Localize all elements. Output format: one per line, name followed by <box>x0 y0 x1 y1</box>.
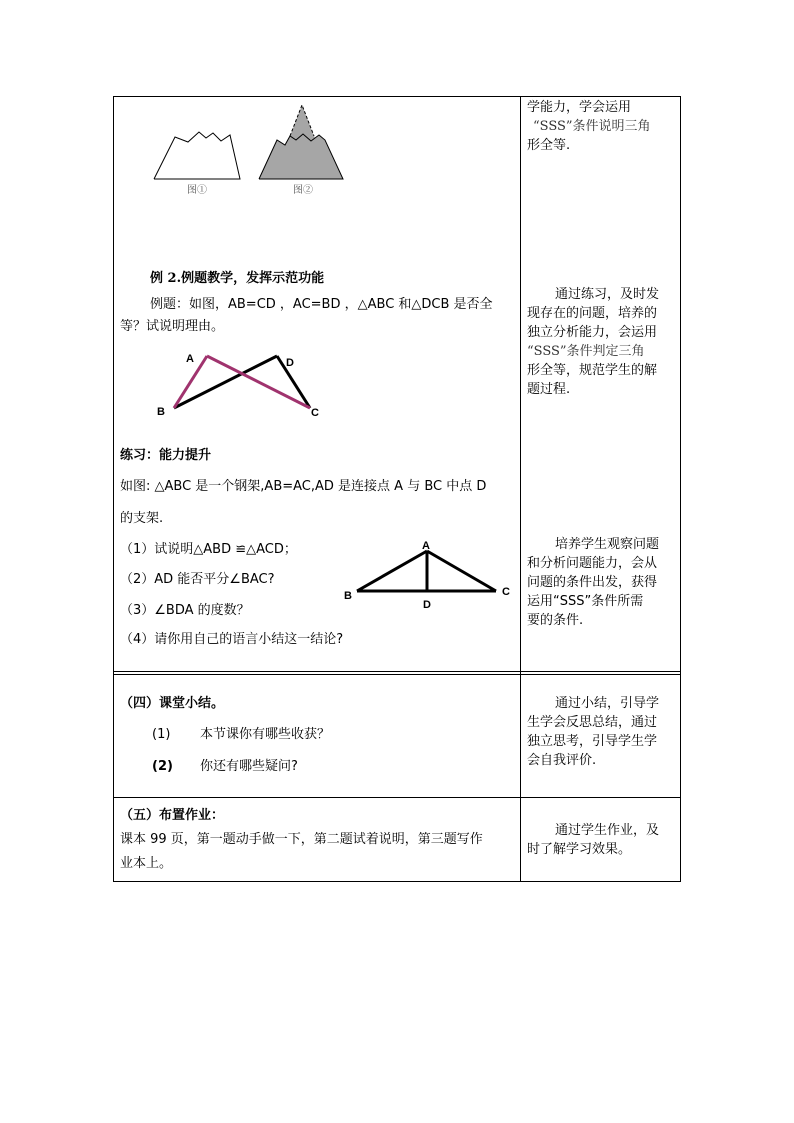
right-note-3 <box>527 535 677 630</box>
vertex-label-B: B <box>157 406 165 418</box>
practice-heading: 练习：能力提升 <box>120 448 212 463</box>
practice-question-3: （3）∠BDA 的度数？ <box>120 603 250 618</box>
example2-triangles-diagram <box>150 345 330 425</box>
note-line: 培养学生观察问题 <box>555 537 660 552</box>
example2-text-line2: 等？试说明理由。 <box>120 319 225 334</box>
vertex-label-C: C <box>502 586 510 598</box>
right-note-2 <box>527 285 677 399</box>
note-line: 题过程. <box>527 382 571 397</box>
note-line: 生学会反思总结，通过 <box>527 715 658 730</box>
homework-line2: 业本上。 <box>120 856 173 871</box>
summary-item2-number: (2) <box>152 759 173 774</box>
mountain-figures <box>150 100 350 195</box>
vertex-label-A: A <box>422 540 430 552</box>
note-line: 独立分析能力，会运用 <box>527 325 658 340</box>
note-line: 独立思考，引导学生学 <box>527 734 658 749</box>
vertex-label-C: C <box>311 407 319 419</box>
figure-1-mountain <box>154 132 240 179</box>
note-line: 和分析问题能力，会从 <box>527 556 658 571</box>
example2-text-line1: 例题：如图，AB=CD ，AC=BD ，△ABC 和△DCB 是否全 <box>150 297 493 312</box>
table-row-divider <box>113 671 681 672</box>
table-row-divider <box>113 797 681 798</box>
note-line: 问题的条件出发，获得 <box>527 575 658 590</box>
figure-2-caption: 图② <box>293 185 313 196</box>
practice-steel-frame-diagram <box>340 536 520 616</box>
segment-AB <box>357 551 427 591</box>
summary-item1-text: 本节课你有哪些收获？ <box>200 727 331 742</box>
note-line: 通过练习，及时发 <box>555 287 660 302</box>
note-line: 要的条件. <box>527 613 584 628</box>
figure-1-caption: 图① <box>187 185 207 196</box>
note-line: 学能力，学会运用 <box>527 100 632 115</box>
vertex-label-A: A <box>186 353 194 365</box>
right-note-5 <box>527 821 677 859</box>
note-line: 通过小结，引导学 <box>555 696 660 711</box>
table-row-divider-double <box>113 674 681 675</box>
table-column-divider <box>520 96 521 882</box>
note-line: “SSS”条件判定三角 <box>527 344 645 359</box>
vertex-label-D: D <box>423 599 431 611</box>
note-line: 形全等，规范学生的解 <box>527 363 658 378</box>
vertex-label-B: B <box>344 590 352 602</box>
note-line: 形全等. <box>527 138 571 153</box>
note-line: 会自我评价. <box>527 753 597 768</box>
summary-item2-text: 你还有哪些疑问? <box>200 759 298 774</box>
example2-heading: 例 2.例题教学，发挥示范功能 <box>150 271 325 286</box>
summary-heading: （四）课堂小结。 <box>120 696 225 711</box>
vertex-label-D: D <box>286 357 294 369</box>
practice-line1: 如图: △ABC 是一个钢架,AB=AC,AD 是连接点 A 与 BC 中点 D <box>120 479 487 494</box>
note-line: “SSS”条件说明三角 <box>533 119 651 134</box>
homework-heading: （五）布置作业： <box>120 808 225 823</box>
practice-question-1: （1）试说明△ABD ≌△ACD； <box>120 542 297 557</box>
practice-question-2: （2）AD 能否平分∠BAC? <box>120 572 275 587</box>
practice-line2: 的支架. <box>120 511 164 526</box>
right-note-1 <box>527 98 677 155</box>
right-note-4 <box>527 694 677 770</box>
note-line: 现存在的问题，培养的 <box>527 306 658 321</box>
summary-item1-number: (1) <box>152 727 171 742</box>
segment-AC <box>427 551 496 591</box>
homework-line1: 课本 99 页，第一题动手做一下，第二题试着说明，第三题写作 <box>120 832 483 847</box>
note-line: 时了解学习效果。 <box>527 842 632 857</box>
practice-question-4: （4）请你用自己的语言小结这一结论? <box>120 632 344 647</box>
note-line: 运用“SSS”条件所需 <box>527 594 644 609</box>
note-line: 通过学生作业，及 <box>555 823 660 838</box>
